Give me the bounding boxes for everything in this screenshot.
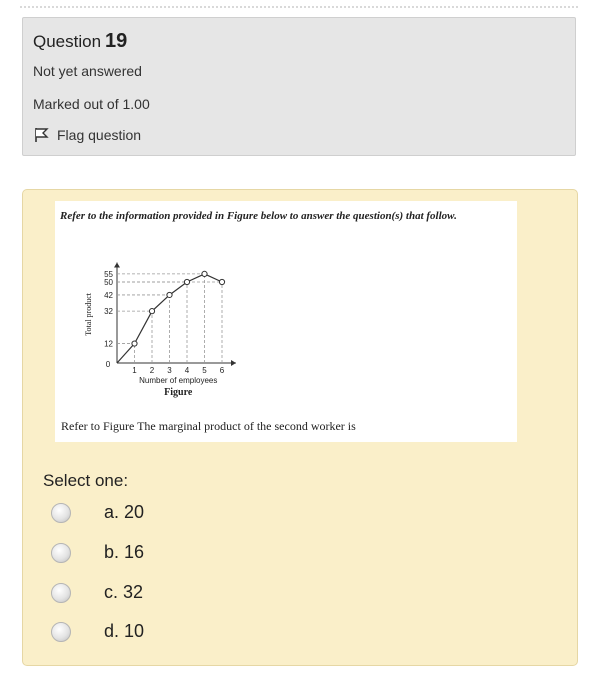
x-tick-label: 6 <box>219 366 225 375</box>
data-point <box>149 309 154 314</box>
y-axis-title: Total product <box>84 293 93 336</box>
question-title <box>33 30 127 53</box>
total-product-chart <box>55 201 517 442</box>
data-point <box>132 341 137 346</box>
x-tick-label: 1 <box>132 366 137 375</box>
radio-button-c[interactable] <box>51 583 71 603</box>
x-tick-label: 3 <box>167 366 172 375</box>
x-tick-label: 2 <box>149 366 155 375</box>
x-tick-label: 4 <box>184 366 190 375</box>
figure-card <box>55 201 517 442</box>
question-info-panel <box>22 17 576 156</box>
figure-caption: Figure <box>164 387 193 398</box>
answer-option-c[interactable] <box>51 582 143 603</box>
top-divider <box>20 6 578 8</box>
answer-text-b: b. 16 <box>104 542 145 562</box>
question-content-panel <box>22 189 578 666</box>
answer-text-c: c. 32 <box>104 582 144 602</box>
y-tick-label: 50 <box>104 278 113 287</box>
question-label: Question <box>33 32 102 51</box>
answer-option-b[interactable] <box>51 542 144 563</box>
x-axis-title: Number of employees <box>139 376 218 385</box>
data-point <box>184 279 189 284</box>
data-point <box>167 292 172 297</box>
select-one-label: Select one: <box>43 471 129 490</box>
answer-option-a[interactable] <box>51 502 144 523</box>
radio-button-a[interactable] <box>51 503 71 523</box>
flag-icon <box>33 127 49 143</box>
origin-label: 0 <box>105 360 111 369</box>
answer-text-a: a. 20 <box>104 502 145 522</box>
question-status: Not yet answered <box>33 63 142 79</box>
question-number: 19 <box>105 30 128 52</box>
data-point <box>202 271 207 276</box>
answer-option-d[interactable] <box>51 621 144 642</box>
y-tick-label: 42 <box>104 290 113 300</box>
question-text: Refer to Figure The marginal product of the second worker is <box>61 419 356 433</box>
flag-question-label: Flag question <box>57 127 142 143</box>
y-tick-label: 55 <box>104 269 113 279</box>
radio-button-b[interactable] <box>51 543 71 563</box>
flag-question-link[interactable] <box>33 127 141 143</box>
figure-intro-text: Refer to the information provided in Figure below to answer the question(s) that follow. <box>60 210 457 222</box>
data-point <box>219 279 224 284</box>
answer-text-d: d. 10 <box>104 621 145 641</box>
y-tick-label: 32 <box>104 307 113 317</box>
question-marks: Marked out of 1.00 <box>33 96 150 112</box>
total-product-line <box>117 274 222 363</box>
x-tick-label: 5 <box>202 366 207 375</box>
radio-button-d[interactable] <box>51 622 71 642</box>
x-axis-arrow <box>231 360 236 366</box>
y-axis-arrow <box>114 263 120 268</box>
y-tick-label: 12 <box>104 339 113 349</box>
